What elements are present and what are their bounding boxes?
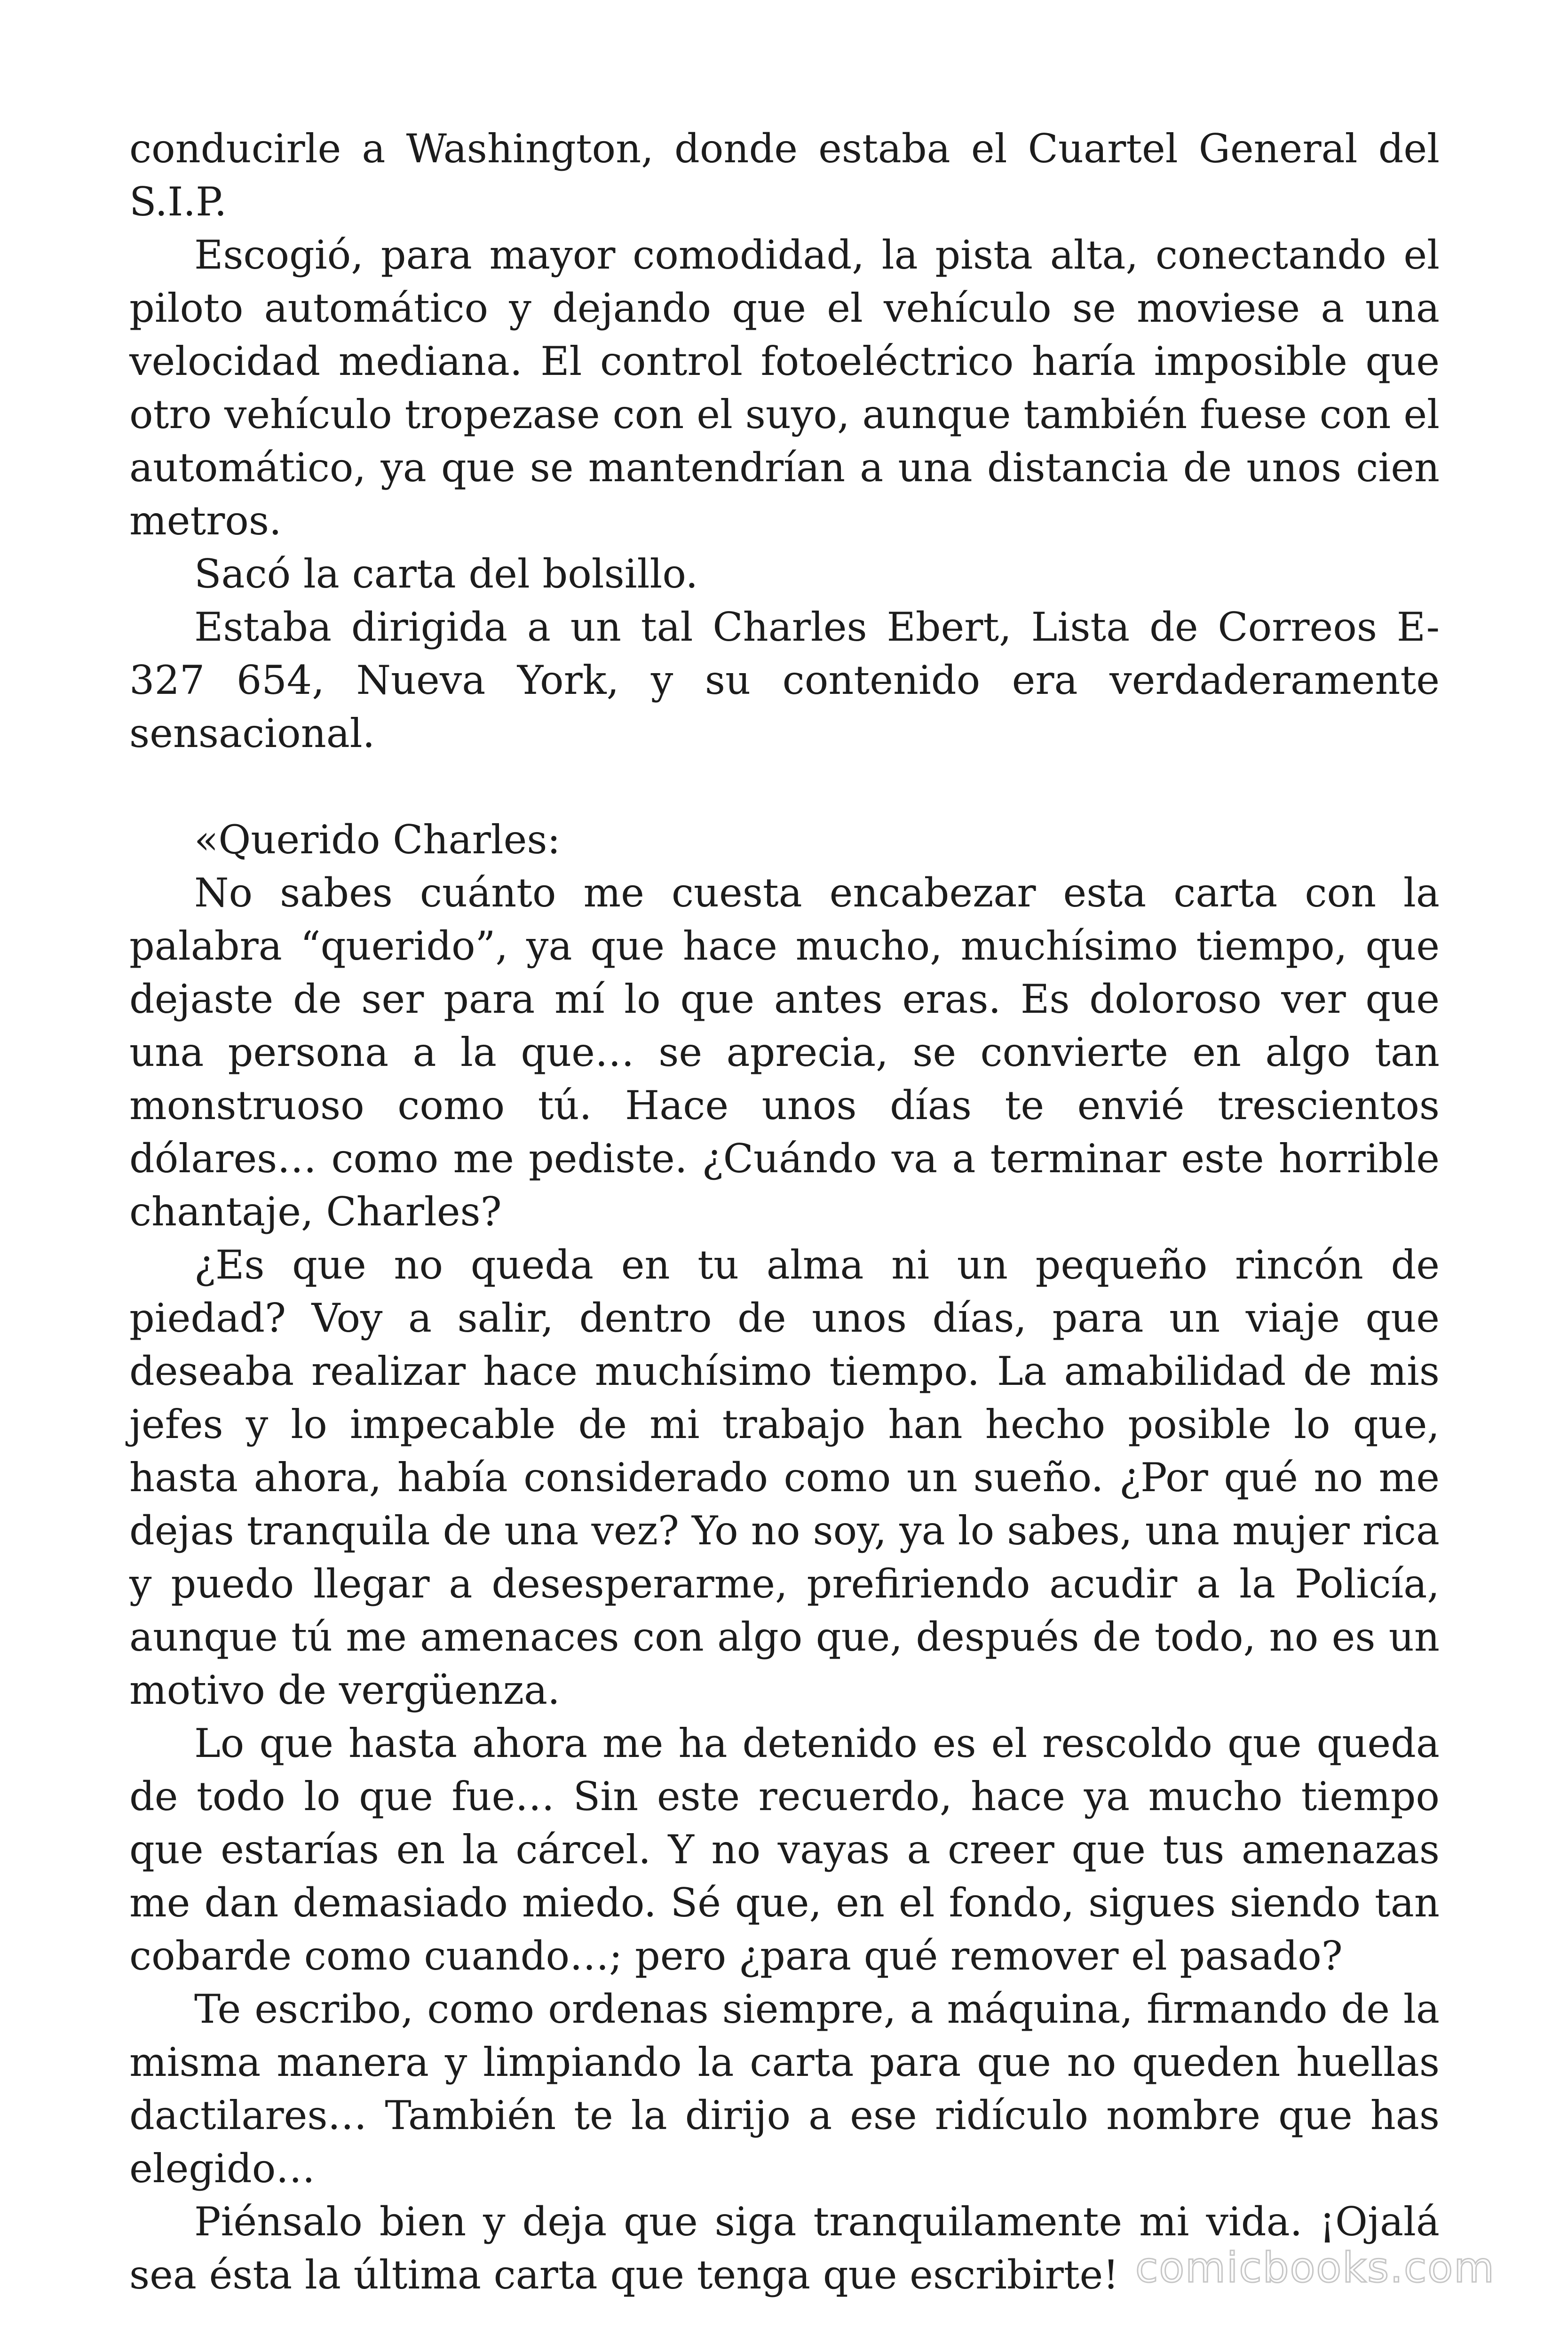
paragraph: No sabes cuánto me cuesta encabezar esta carta con la palabra “querido”, ya que hace mucho, muchísimo tiempo, que dejaste de ser para mí lo que antes eras. Es doloroso ver que una persona a la que… se aprecia, se convierte en algo tan monstruoso como tú. Hace unos días te envié trescientos dólares… como me pediste. ¿Cuándo va a terminar este horrible chantaje, Charles? xyxy=(129,870,1440,1235)
paragraph: conducirle a Washington, donde estaba el Cuartel General del S.I.P. xyxy=(129,126,1440,225)
page-body xyxy=(129,122,1440,2302)
paragraph: ¿Es que no queda en tu alma ni un pequeño rincón de piedad? Voy a salir, dentro de unos días, para un viaje que deseaba realizar hace muchísimo tiempo. La amabilidad de mis jefes y lo impecable de mi trabajo han hecho posible lo que, hasta ahora, había considerado como un sueño. ¿Por qué no me dejas tranquila de una vez? Yo no soy, ya lo sabes, una mujer rica y puedo llegar a desesperarme, prefiriendo acudir a la Policía, aunque tú me amenaces con algo que, después de todo, no es un motivo de vergüenza. xyxy=(129,1242,1440,1713)
letter-salutation: «Querido Charles: xyxy=(194,817,561,863)
watermark: comicbooks.com xyxy=(1135,2243,1495,2292)
paragraph: Piénsalo bien y deja que siga tranquilamente mi vida. ¡Ojalá sea ésta la última carta que tenga que escribirte! xyxy=(129,2199,1440,2298)
paragraph: Sacó la carta del bolsillo. xyxy=(194,551,698,597)
paragraph: Estaba dirigida a un tal Charles Ebert, Lista de Correos E-327 654, Nueva York, y su contenido era verdaderamente sensacional. xyxy=(129,604,1440,756)
paragraph: Escogió, para mayor comodidad, la pista alta, conectando el piloto automático y dejando que el vehículo se moviese a una velocidad mediana. El control fotoeléctrico haría imposible que otro vehículo tropezase con el suyo, aunque también fuese con el automático, ya que se mantendrían a una distancia de unos cien metros. xyxy=(129,232,1440,544)
paragraph: Te escribo, como ordenas siempre, a máquina, firmando de la misma manera y limpiando la carta para que no queden huellas dactilares… También te la dirijo a ese ridículo nombre que has elegido… xyxy=(129,1986,1440,2192)
paragraph: Lo que hasta ahora me ha detenido es el rescoldo que queda de todo lo que fue… Sin este recuerdo, hace ya mucho tiempo que estarías en la cárcel. Y no vayas a creer que tus amenazas me dan demasiado miedo. Sé que, en el fondo, sigues siendo tan cobarde como cuando…; pero ¿para qué remover el pasado? xyxy=(129,1720,1440,1979)
